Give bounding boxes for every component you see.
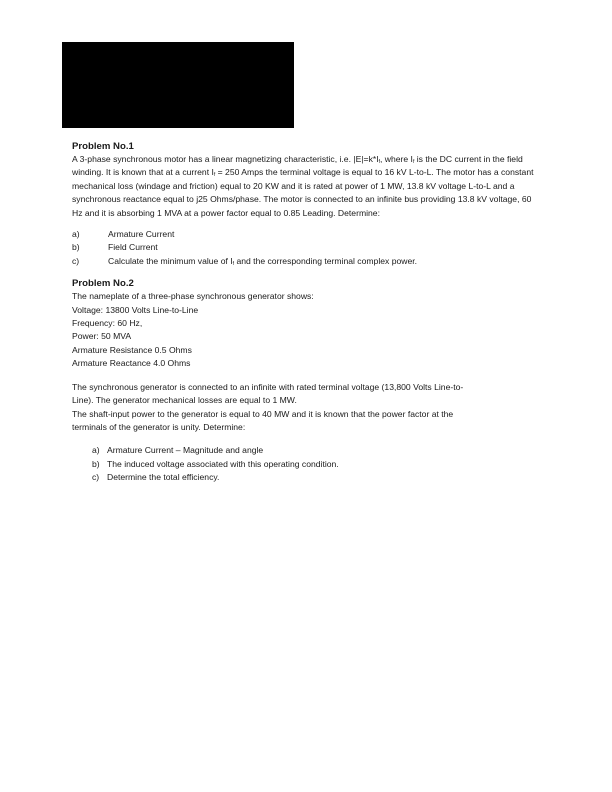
item-text <box>108 255 417 268</box>
item-text: Field Current <box>108 242 158 253</box>
problem1-statement <box>72 153 540 220</box>
nameplate-voltage: Voltage: 13800 Volts Line-to-Line <box>72 304 199 315</box>
nameplate-power: Power: 50 MVA <box>72 331 132 342</box>
nameplate-resistance: Armature Resistance 0.5 Ohms <box>72 344 192 355</box>
list-item <box>72 255 542 268</box>
item-label: c) <box>72 255 80 266</box>
item-text-post: and the corresponding terminal complex power. <box>234 255 418 266</box>
nameplate-reactance: Armature Reactance 4.0 Ohms <box>72 358 191 369</box>
problem2-heading: Problem No.2 <box>72 278 134 290</box>
list-item <box>72 228 542 241</box>
problem1-text-1: A 3-phase synchronous motor has a linear magnetizing characteristic, i.e. |E|=k*I <box>72 154 379 164</box>
subscript-f: f <box>213 172 216 179</box>
item-text: Armature Current – Magnitude and angle <box>107 445 264 456</box>
item-label: a) <box>92 445 100 456</box>
subscript-f: f <box>232 260 235 267</box>
redacted-block <box>62 42 294 128</box>
item-text: The induced voltage associated with this operating condition. <box>107 458 339 469</box>
problem1-heading: Problem No.1 <box>72 141 134 152</box>
item-text-pre: Calculate the minimum value of I <box>108 255 233 266</box>
item-label: b) <box>92 458 100 469</box>
item-label: c) <box>92 472 100 483</box>
problem2-questions <box>72 444 542 484</box>
subscript-f: f <box>412 159 415 165</box>
item-text: Determine the total efficiency. <box>107 472 220 483</box>
list-item <box>92 458 542 471</box>
list-item <box>92 471 542 484</box>
item-label: b) <box>72 242 80 253</box>
problem1-questions <box>72 228 542 268</box>
problem1-text-3: is the DC current in the field winding. It is known that at a current I <box>72 154 523 178</box>
item-text: Armature Current <box>108 229 175 240</box>
list-item <box>92 444 542 457</box>
problem1-text-2: , where I <box>379 154 413 164</box>
nameplate-frequency: Frequency: 60 Hz, <box>72 318 143 329</box>
item-label: a) <box>72 229 80 240</box>
document-body <box>72 140 542 485</box>
problem1-text-4: = 250 Amps the terminal voltage is equal to 16 kV L-to-L. The motor has a constant mechanical loss (windage and friction) equal to 20 KW and it is rated at power of 1 MW, 13.8 kV voltage L-to-L and a synchronous reactance equal to j25 Ohms/phase. The motor is connected to an infinite bus providing 13.8 kV voltage, 60 Hz and it is absorbing 1 MVA at a power factor equal to 0.85 Leading. Determine: <box>72 167 534 218</box>
list-item <box>72 241 542 254</box>
nameplate-intro: The nameplate of a three-phase synchronous generator shows: <box>72 291 314 302</box>
problem2-power-text: The shaft-input power to the generator is equal to 40 MW and it is known that the power factor at the terminals of the generator is unity. Determine: <box>72 408 454 432</box>
problem2-connection-text: The synchronous generator is connected to an infinite with rated terminal voltage (13,800 Volts Line-to-Line). The generator mechanical losses are equal to 1 MW. <box>72 381 464 406</box>
subscript-f: f <box>378 159 380 165</box>
